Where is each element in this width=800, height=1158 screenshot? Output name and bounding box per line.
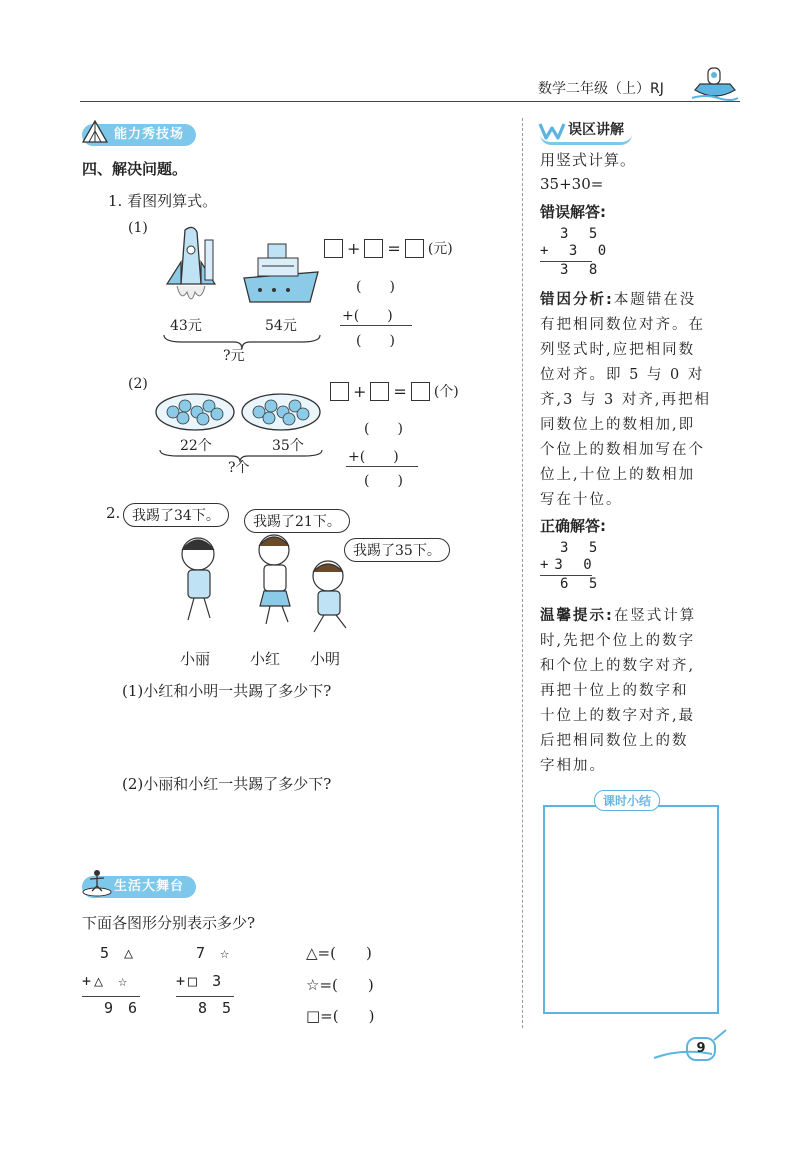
- puzzle1-rule: [82, 996, 140, 997]
- q2-sub2: (2)小丽和小红一共踢了多少下?: [122, 775, 332, 793]
- correct-label: 正确解答:: [540, 517, 606, 535]
- vertical-blank-bottom[interactable]: ( ): [364, 473, 403, 489]
- child-name-1: 小丽: [180, 650, 211, 668]
- vertical-blank-top[interactable]: ( ): [364, 421, 403, 437]
- q2-sub1: (1)小红和小明一共踢了多少下?: [122, 682, 332, 700]
- answer-square[interactable]: □=( ): [306, 1007, 375, 1025]
- vertical-blank-top[interactable]: ( ): [356, 279, 395, 295]
- answer-box[interactable]: [324, 239, 343, 258]
- right-intro: 用竖式计算。: [540, 151, 637, 169]
- puzzle2-line1: 7 ☆: [196, 944, 233, 962]
- header-rule: [80, 101, 740, 102]
- answer-box[interactable]: [364, 239, 383, 258]
- count-plate2: 35个: [272, 438, 304, 454]
- unit-label: (个): [433, 384, 459, 400]
- puzzle1-line1: 5 △: [100, 944, 137, 962]
- puzzle2-rule: [176, 996, 234, 997]
- price-rocket: 43元: [170, 318, 202, 334]
- boat-logo-icon: [690, 62, 740, 104]
- answer-star[interactable]: ☆=( ): [306, 976, 374, 994]
- q1-sub2-label: (2): [128, 376, 148, 392]
- reason-label: 错因分析:: [540, 292, 614, 308]
- section-badge-life: 生活大舞台: [82, 876, 196, 898]
- vertical-blank-mid[interactable]: +( ): [342, 308, 393, 324]
- ship-illustration: [240, 238, 322, 306]
- unit-label: (元): [427, 241, 453, 257]
- mistake-badge: 误区讲解: [540, 120, 632, 145]
- vertical-rule: [346, 466, 418, 467]
- children-illustration: [170, 528, 370, 638]
- summary-badge: 课时小结: [594, 790, 660, 811]
- rocket-illustration: [155, 222, 225, 308]
- page-number: 9: [686, 1037, 716, 1061]
- speech-bubble-1: 我踢了34下。: [123, 503, 229, 527]
- tip-block: 温馨提示:在竖式计算 时,先把个位上的数字 和个位上的数字对齐, 再把十位上的数字和 十位上的数字对齐,最 后把相同数位上的数 字相加。: [540, 608, 697, 774]
- correct-calc-line3: 6 5: [560, 576, 604, 592]
- q1-sub1-label: (1): [128, 220, 148, 236]
- section-badge-ability: 能力秀技场: [82, 124, 196, 146]
- puzzle2-line3: 8 5: [198, 999, 235, 1017]
- wrong-label: 错误解答:: [540, 203, 606, 221]
- reason-block: 错因分析:本题错在没 有把相同数位对齐。在 列竖式时,应把相同数 位对齐。即 5 与 0 对 齐,3 与 3 对齐,再把相 同数位上的数相加,即 个位上的数相加写在个 位上,十位上的数相加 写在十位。: [540, 292, 711, 508]
- right-expression: 35+30=: [540, 175, 604, 193]
- tip-label: 温馨提示:: [540, 608, 614, 624]
- count-plate1: 22个: [180, 438, 212, 454]
- equation-row-1: + = (元): [324, 238, 453, 258]
- puzzle1-line2: +△ ☆: [82, 972, 131, 990]
- puzzle2-line2: +□ 3: [176, 972, 225, 990]
- wrong-calc-line2: + 3 0: [540, 243, 613, 259]
- vertical-blank-mid[interactable]: +( ): [348, 449, 399, 465]
- answer-box[interactable]: [405, 239, 424, 258]
- puzzle1-line3: 9 6: [104, 999, 141, 1017]
- speech-bubble-2: 我踢了21下。: [244, 509, 350, 533]
- total-price-question: ?元: [223, 348, 245, 364]
- stage-dancer-icon: [80, 866, 114, 898]
- price-ship: 54元: [265, 318, 297, 334]
- correct-calc-line2: +3 0: [540, 557, 598, 573]
- answer-box[interactable]: [370, 382, 389, 401]
- lesson-summary-box[interactable]: [543, 805, 719, 1014]
- part-title: 四、解决问题。: [82, 160, 188, 178]
- column-divider: [522, 118, 523, 1028]
- vertical-rule: [340, 325, 412, 326]
- q1-title: 1. 看图列算式。: [108, 192, 218, 210]
- equation-row-2: + = (个): [330, 381, 459, 401]
- answer-box[interactable]: [411, 382, 430, 401]
- speech-bubble-3: 我踢了35下。: [344, 538, 450, 562]
- tent-icon: [80, 117, 110, 145]
- tomato-plates-illustration: [155, 390, 325, 434]
- life-question: 下面各图形分别表示多少?: [82, 914, 256, 932]
- correct-calc-line1: 3 5: [560, 540, 604, 556]
- child-name-3: 小明: [310, 650, 341, 668]
- vertical-blank-bottom[interactable]: ( ): [356, 333, 395, 349]
- child-name-2: 小红: [250, 650, 281, 668]
- answer-triangle[interactable]: △=( ): [306, 944, 372, 962]
- answer-box[interactable]: [330, 382, 349, 401]
- wrong-calc-line1: 3 5: [560, 226, 604, 242]
- page-header-title: 数学二年级（上）RJ: [538, 81, 664, 97]
- q2-number: 2.: [106, 504, 121, 522]
- w-logo-icon: [538, 120, 566, 140]
- wrong-calc-line3: 3 8: [560, 262, 604, 278]
- total-count-question: ?个: [228, 460, 250, 476]
